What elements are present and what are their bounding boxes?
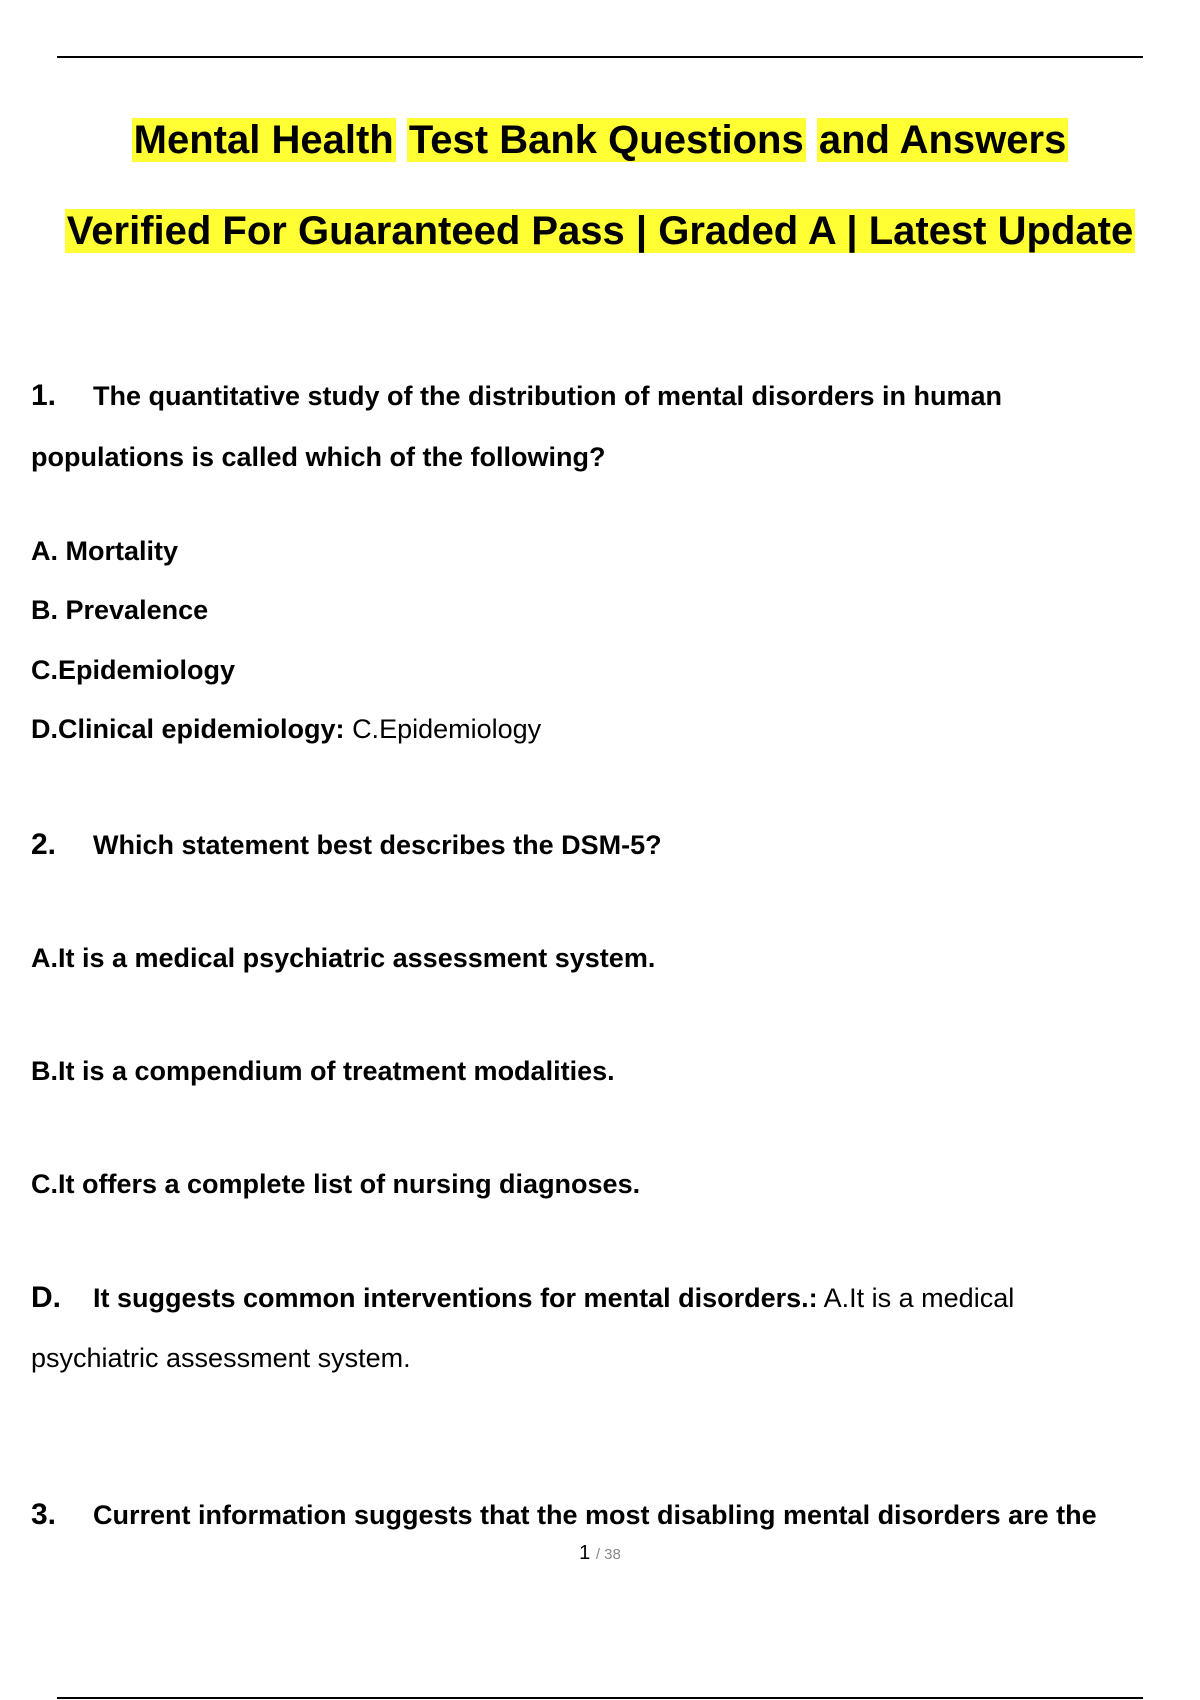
title-segment-1: Mental Health xyxy=(133,118,394,162)
question-number: 1. xyxy=(31,379,57,412)
question-1-option-d xyxy=(31,711,541,747)
title-segment-2: Test Bank Questions xyxy=(408,118,804,162)
option-d-text: It suggests common interventions for mental disorders.: xyxy=(93,1283,818,1313)
question-number: 2. xyxy=(31,828,57,861)
option-d-text: D.Clinical epidemiology: xyxy=(31,714,345,744)
question-text: Current information suggests that the most disabling mental disorders are the xyxy=(93,1500,1097,1530)
question-2-answer: A.It is a medical xyxy=(823,1283,1015,1313)
total-pages: / 38 xyxy=(595,1546,621,1563)
question-number: 3. xyxy=(31,1498,57,1531)
top-rule xyxy=(57,56,1143,58)
question-2-option-a: A.It is a medical psychiatric assessment system. xyxy=(31,943,656,973)
question-1-answer: C.Epidemiology xyxy=(352,714,542,744)
title-subtitle: Verified For Guaranteed Pass | Graded A | Latest Update xyxy=(66,209,1134,253)
question-1-continued: populations is called which of the following? xyxy=(31,442,606,472)
title-segment-3: and Answers xyxy=(818,118,1067,162)
question-2 xyxy=(31,827,662,863)
question-1-option-c: C.Epidemiology xyxy=(31,655,236,685)
question-text: The quantitative study of the distribution of mental disorders in human xyxy=(93,381,1003,411)
question-text: Which statement best describes the DSM-5? xyxy=(93,830,662,860)
bottom-rule xyxy=(57,1697,1143,1699)
question-2-answer-continued: psychiatric assessment system. xyxy=(31,1343,411,1373)
question-2-option-b: B.It is a compendium of treatment modalities. xyxy=(31,1056,615,1086)
current-page: 1 xyxy=(579,1542,591,1564)
question-1-option-a: A. Mortality xyxy=(31,536,179,566)
question-1-option-b: B. Prevalence xyxy=(31,595,209,625)
document-title-line-1 xyxy=(0,111,1200,169)
page-indicator xyxy=(0,1540,1200,1568)
question-2-option-d xyxy=(31,1280,1014,1316)
option-d-letter: D. xyxy=(31,1281,61,1314)
document-title-line-2 xyxy=(0,202,1200,260)
question-2-option-c: C.It offers a complete list of nursing diagnoses. xyxy=(31,1169,641,1199)
question-3 xyxy=(31,1497,1097,1533)
question-1 xyxy=(31,378,1002,414)
